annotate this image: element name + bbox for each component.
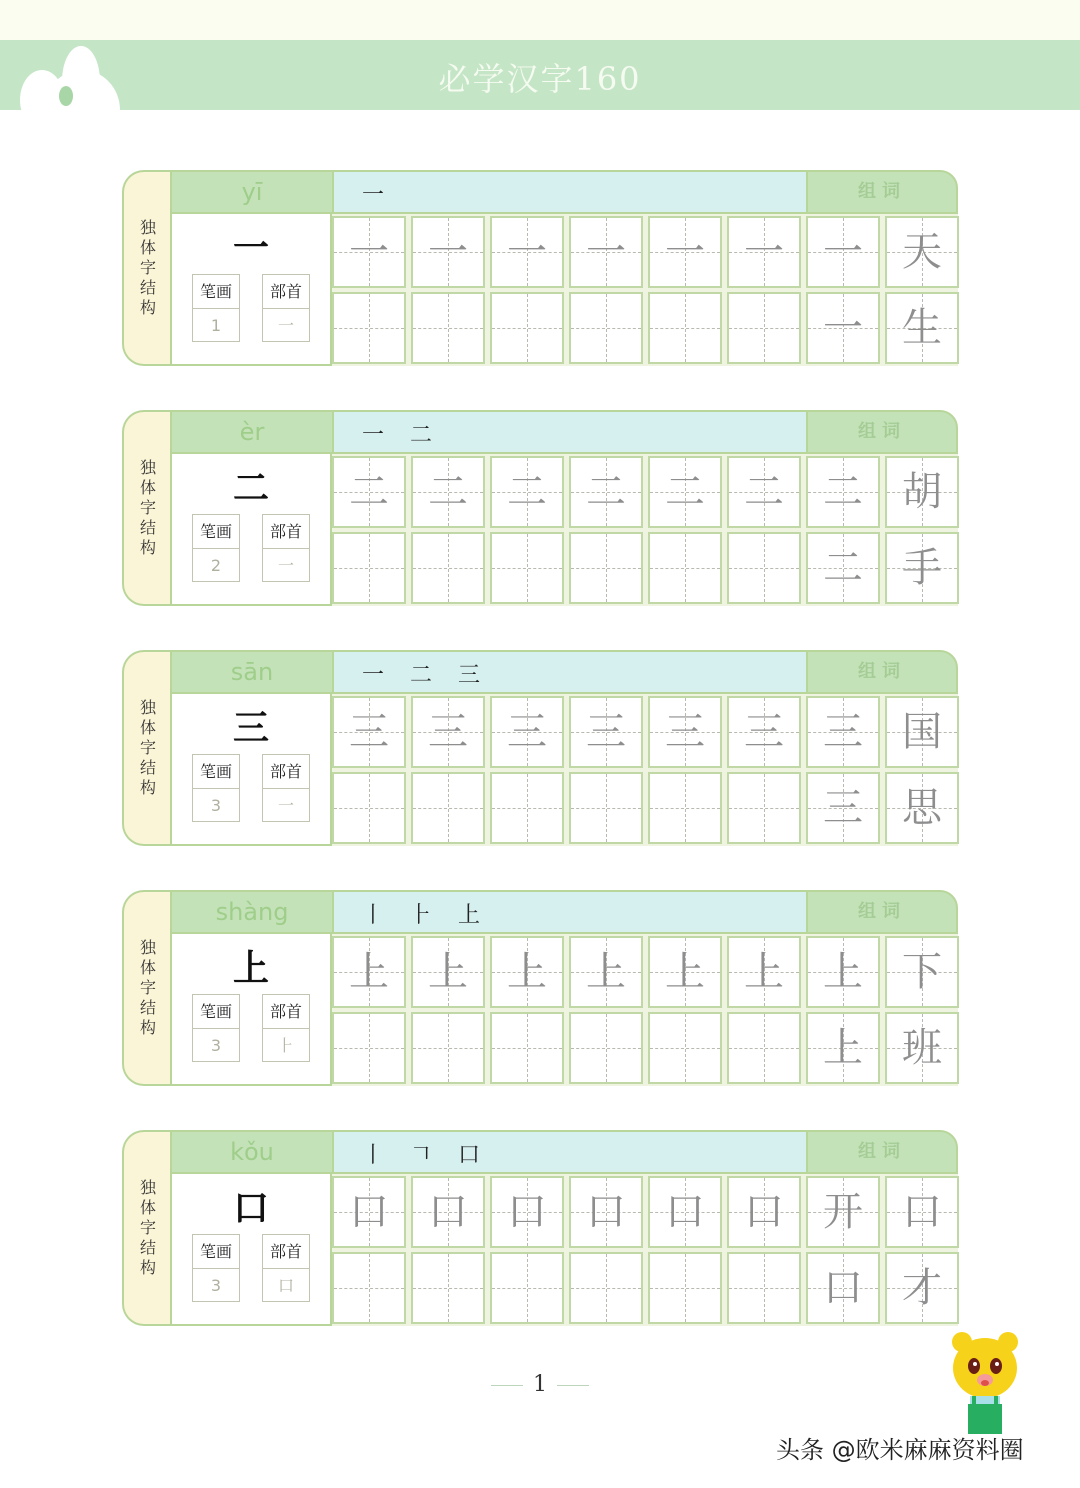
stroke-order-step: 上	[458, 903, 481, 928]
stroke-order-step: 口	[458, 1143, 481, 1168]
practice-box[interactable]	[332, 1252, 406, 1324]
card-main	[170, 410, 958, 606]
stroke-count-label: 笔画	[193, 515, 239, 549]
practice-box[interactable]	[411, 532, 485, 604]
word-box	[885, 696, 959, 768]
structure-label-char: 体	[139, 238, 156, 257]
trace-character: 口	[586, 1189, 626, 1235]
stroke-count-box	[192, 754, 240, 822]
trace-character: 一	[349, 229, 389, 275]
pinyin: kǒu	[170, 1130, 332, 1174]
trace-character: 上	[744, 949, 784, 995]
writing-grid	[332, 1174, 958, 1326]
practice-box[interactable]	[727, 292, 801, 364]
stroke-count-value: 3	[210, 1036, 222, 1055]
word-box	[806, 532, 880, 604]
pinyin: yī	[170, 170, 332, 214]
practice-box[interactable]	[648, 532, 722, 604]
radical-box	[262, 1234, 310, 1302]
trace-character: 三	[428, 709, 468, 755]
practice-box[interactable]	[332, 532, 406, 604]
word-character: 三	[823, 709, 863, 755]
trace-box	[411, 1176, 485, 1248]
stroke-count-value: 3	[210, 796, 222, 815]
trace-box	[648, 696, 722, 768]
trace-box	[411, 456, 485, 528]
structure-label-char: 字	[139, 498, 156, 517]
trace-character: 上	[349, 949, 389, 995]
practice-box[interactable]	[490, 532, 564, 604]
stroke-count-label: 笔画	[193, 995, 239, 1029]
structure-label-char: 独	[139, 218, 156, 237]
radical-value: ⺊	[277, 1036, 294, 1055]
word-box	[885, 1012, 959, 1084]
trace-box	[411, 696, 485, 768]
page-number-value: 1	[533, 1372, 547, 1397]
trace-box	[648, 216, 722, 288]
trace-box	[648, 1176, 722, 1248]
practice-box[interactable]	[411, 292, 485, 364]
model-character: 上	[232, 947, 269, 989]
trace-box	[569, 696, 643, 768]
trace-character: 口	[744, 1189, 784, 1235]
practice-box[interactable]	[411, 772, 485, 844]
trace-character: 口	[428, 1189, 468, 1235]
practice-box[interactable]	[569, 1252, 643, 1324]
structure-label-char: 字	[139, 258, 156, 277]
radical-box	[262, 274, 310, 342]
model-character: 口	[232, 1187, 269, 1229]
word-box	[806, 456, 880, 528]
structure-tab	[122, 650, 170, 846]
radical-box	[262, 994, 310, 1062]
word-character: 思	[902, 785, 942, 831]
stroke-count-box	[192, 274, 240, 342]
word-character: 二	[823, 545, 863, 591]
practice-box[interactable]	[727, 1252, 801, 1324]
divider	[491, 1385, 523, 1386]
trace-character: 二	[428, 469, 468, 515]
model-character: 一	[232, 227, 269, 269]
practice-box[interactable]	[648, 1252, 722, 1324]
stroke-order-bar	[332, 650, 806, 694]
trace-character: 二	[507, 469, 547, 515]
trace-character: 一	[586, 229, 626, 275]
character-card	[122, 1130, 958, 1326]
trace-character: 三	[586, 709, 626, 755]
trace-box	[727, 456, 801, 528]
word-box	[885, 936, 959, 1008]
structure-tab	[122, 890, 170, 1086]
structure-label-char: 独	[139, 458, 156, 477]
word-character: 天	[902, 229, 942, 275]
char-info	[170, 1174, 332, 1326]
structure-label	[124, 938, 172, 1038]
card-main	[170, 1130, 958, 1326]
pinyin: shàng	[170, 890, 332, 934]
stroke-order-step: 𠃍	[410, 1143, 433, 1168]
character-card	[122, 890, 958, 1086]
trace-character: 二	[744, 469, 784, 515]
trace-character: 三	[349, 709, 389, 755]
word-character: 上	[823, 949, 863, 995]
page-title: 必学汉字160	[438, 60, 642, 98]
word-character: 开	[823, 1189, 863, 1235]
structure-label-char: 体	[139, 718, 156, 737]
trace-box	[648, 936, 722, 1008]
trace-character: 上	[428, 949, 468, 995]
structure-label-char: 结	[139, 1238, 156, 1257]
stroke-count-label: 笔画	[193, 755, 239, 789]
trace-character: 一	[428, 229, 468, 275]
word-box	[885, 772, 959, 844]
bear-mascot-icon	[948, 1330, 1024, 1440]
stroke-order-step: 丨	[362, 903, 385, 928]
trace-box	[332, 216, 406, 288]
trace-box	[490, 696, 564, 768]
stroke-order-step: 丨	[362, 1143, 385, 1168]
stroke-order-step: 二	[410, 663, 433, 688]
word-character: 三	[823, 785, 863, 831]
radical-label: 部首	[263, 515, 309, 549]
structure-label-char: 结	[139, 278, 156, 297]
page-banner	[0, 40, 1080, 110]
structure-label-char: 构	[139, 1018, 156, 1037]
trace-box	[332, 1176, 406, 1248]
structure-tab	[122, 1130, 170, 1326]
trace-box	[569, 936, 643, 1008]
writing-grid	[332, 454, 958, 606]
divider	[557, 1385, 589, 1386]
stroke-order-step: 一	[362, 183, 385, 208]
word-box	[806, 1252, 880, 1324]
words-header: 组词	[806, 170, 958, 214]
word-box	[885, 532, 959, 604]
structure-label-char: 结	[139, 998, 156, 1017]
trace-character: 口	[665, 1189, 705, 1235]
stroke-order-step: ⺊	[410, 903, 433, 928]
practice-box[interactable]	[490, 1012, 564, 1084]
practice-box[interactable]	[490, 772, 564, 844]
stroke-count-value: 3	[210, 1276, 222, 1295]
words-header: 组词	[806, 890, 958, 934]
structure-label-char: 结	[139, 758, 156, 777]
word-box	[806, 696, 880, 768]
structure-label-char: 体	[139, 478, 156, 497]
trace-box	[490, 216, 564, 288]
word-box	[885, 292, 959, 364]
radical-box	[262, 754, 310, 822]
structure-tab	[122, 170, 170, 366]
trace-character: 口	[349, 1189, 389, 1235]
structure-label	[124, 698, 172, 798]
practice-box[interactable]	[411, 1012, 485, 1084]
radical-value: 一	[277, 796, 294, 815]
stroke-order-bar	[332, 410, 806, 454]
trace-box	[727, 936, 801, 1008]
stroke-order-bar	[332, 170, 806, 214]
trace-character: 一	[507, 229, 547, 275]
stroke-order-step: 三	[458, 663, 481, 688]
structure-label-char: 体	[139, 1198, 156, 1217]
trace-box	[411, 936, 485, 1008]
structure-label-char: 独	[139, 938, 156, 957]
stroke-count-value: 1	[210, 316, 222, 335]
trace-character: 二	[349, 469, 389, 515]
practice-box[interactable]	[648, 292, 722, 364]
structure-label-char: 结	[139, 518, 156, 537]
stroke-count-label: 笔画	[193, 275, 239, 309]
trace-character: 二	[586, 469, 626, 515]
trace-box	[569, 216, 643, 288]
word-character: 一	[823, 229, 863, 275]
trace-character: 上	[507, 949, 547, 995]
writing-grid	[332, 214, 958, 366]
practice-box[interactable]	[490, 292, 564, 364]
stroke-count-box	[192, 1234, 240, 1302]
char-info	[170, 454, 332, 606]
word-box	[806, 936, 880, 1008]
practice-box[interactable]	[648, 1012, 722, 1084]
practice-box[interactable]	[648, 772, 722, 844]
char-info	[170, 934, 332, 1086]
word-box	[885, 216, 959, 288]
radical-label: 部首	[263, 755, 309, 789]
structure-label	[124, 218, 172, 318]
radical-value: 口	[277, 1276, 294, 1295]
practice-box[interactable]	[411, 1252, 485, 1324]
structure-label-char: 构	[139, 538, 156, 557]
practice-box[interactable]	[569, 772, 643, 844]
trace-box	[490, 1176, 564, 1248]
word-character: 口	[823, 1265, 863, 1311]
structure-label-char: 构	[139, 778, 156, 797]
stroke-order-step: 一	[362, 423, 385, 448]
character-card	[122, 650, 958, 846]
char-info	[170, 694, 332, 846]
stroke-order-bar	[332, 890, 806, 934]
writing-grid	[332, 934, 958, 1086]
trace-box	[569, 1176, 643, 1248]
practice-box[interactable]	[569, 532, 643, 604]
trace-character: 一	[744, 229, 784, 275]
word-character: 下	[902, 949, 942, 995]
structure-tab	[122, 410, 170, 606]
character-card	[122, 410, 958, 606]
model-character: 三	[232, 707, 269, 749]
top-strip	[0, 0, 1080, 40]
structure-label-char: 构	[139, 298, 156, 317]
word-box	[885, 456, 959, 528]
radical-label: 部首	[263, 1235, 309, 1269]
stroke-order-step: 一	[362, 663, 385, 688]
structure-label-char: 独	[139, 698, 156, 717]
structure-label-char: 构	[139, 1258, 156, 1277]
trace-character: 二	[665, 469, 705, 515]
radical-box	[262, 514, 310, 582]
structure-label	[124, 458, 172, 558]
words-header: 组词	[806, 1130, 958, 1174]
pinyin: èr	[170, 410, 332, 454]
word-character: 才	[902, 1265, 942, 1311]
trace-character: 三	[744, 709, 784, 755]
structure-label	[124, 1178, 172, 1278]
trace-box	[727, 1176, 801, 1248]
word-character: 口	[902, 1189, 942, 1235]
word-box	[885, 1252, 959, 1324]
trace-box	[727, 216, 801, 288]
trace-box	[411, 216, 485, 288]
practice-box[interactable]	[727, 772, 801, 844]
words-header: 组词	[806, 410, 958, 454]
trace-character: 三	[665, 709, 705, 755]
trace-box	[727, 696, 801, 768]
practice-box[interactable]	[569, 1012, 643, 1084]
word-character: 生	[902, 305, 942, 351]
practice-box[interactable]	[569, 292, 643, 364]
structure-label-char: 字	[139, 978, 156, 997]
stroke-order-bar	[332, 1130, 806, 1174]
practice-box[interactable]	[490, 1252, 564, 1324]
trace-box	[490, 456, 564, 528]
word-box	[806, 292, 880, 364]
trace-character: 三	[507, 709, 547, 755]
char-info	[170, 214, 332, 366]
stroke-count-box	[192, 514, 240, 582]
trace-box	[490, 936, 564, 1008]
radical-label: 部首	[263, 995, 309, 1029]
word-box	[806, 1012, 880, 1084]
word-character: 一	[823, 305, 863, 351]
word-character: 上	[823, 1025, 863, 1071]
word-box	[806, 216, 880, 288]
radical-value: 一	[277, 556, 294, 575]
word-box	[806, 1176, 880, 1248]
stroke-count-label: 笔画	[193, 1235, 239, 1269]
word-character: 国	[902, 709, 942, 755]
word-box	[885, 1176, 959, 1248]
trace-box	[569, 456, 643, 528]
pinyin: sān	[170, 650, 332, 694]
structure-label-char: 独	[139, 1178, 156, 1197]
structure-label-char: 体	[139, 958, 156, 977]
stroke-order-step: 二	[410, 423, 433, 448]
practice-box[interactable]	[332, 772, 406, 844]
page-number	[480, 1372, 600, 1397]
practice-box[interactable]	[727, 532, 801, 604]
trace-box	[332, 456, 406, 528]
writing-grid	[332, 694, 958, 846]
card-main	[170, 170, 958, 366]
card-main	[170, 650, 958, 846]
words-header: 组词	[806, 650, 958, 694]
model-character: 二	[232, 467, 269, 509]
stroke-count-box	[192, 994, 240, 1062]
practice-box[interactable]	[727, 1012, 801, 1084]
trace-box	[332, 936, 406, 1008]
trace-character: 上	[665, 949, 705, 995]
trace-character: 一	[665, 229, 705, 275]
word-character: 二	[823, 469, 863, 515]
trace-character: 口	[507, 1189, 547, 1235]
practice-box[interactable]	[332, 292, 406, 364]
word-character: 手	[902, 545, 942, 591]
structure-label-char: 字	[139, 1218, 156, 1237]
watermark: 头条 @欧米麻麻资料圈	[776, 1436, 1024, 1464]
stroke-count-value: 2	[210, 556, 222, 575]
word-character: 胡	[902, 469, 942, 515]
character-card	[122, 170, 958, 366]
practice-box[interactable]	[332, 1012, 406, 1084]
radical-label: 部首	[263, 275, 309, 309]
word-character: 班	[902, 1025, 942, 1071]
trace-box	[648, 456, 722, 528]
trace-character: 上	[586, 949, 626, 995]
card-main	[170, 890, 958, 1086]
structure-label-char: 字	[139, 738, 156, 757]
word-box	[806, 772, 880, 844]
trace-box	[332, 696, 406, 768]
radical-value: 一	[277, 316, 294, 335]
